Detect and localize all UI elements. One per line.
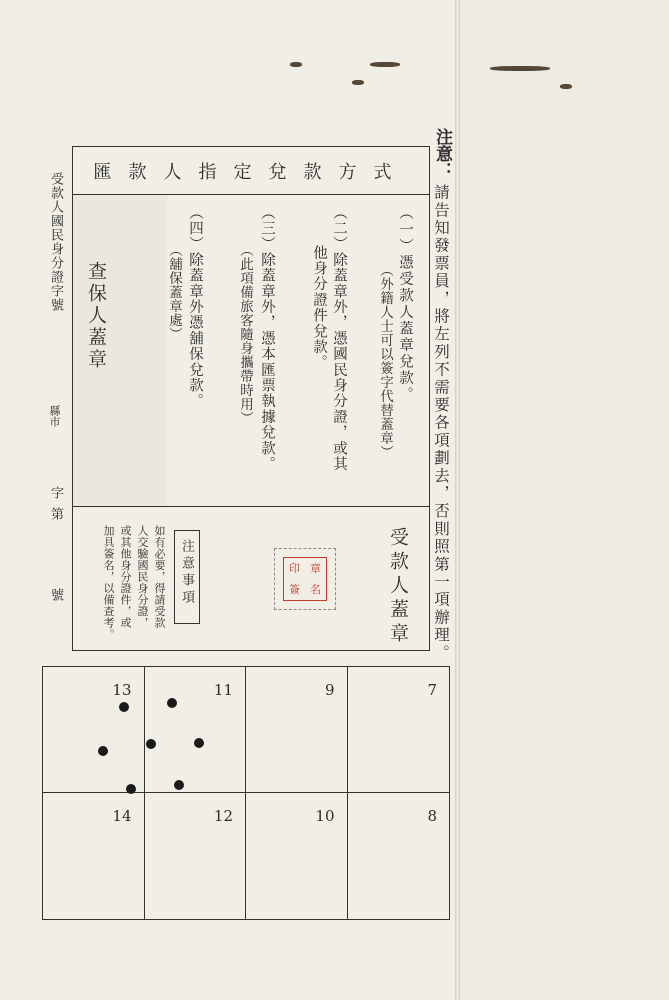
grid-cell-number: 7 [427, 681, 437, 699]
box-divider [73, 506, 429, 507]
notice-line-3: 或其他身分證件，或 [119, 525, 132, 629]
punch-hole [194, 738, 204, 748]
grid-cell [348, 793, 450, 919]
grid-cell [43, 667, 145, 793]
binder-stain [352, 80, 364, 85]
notice-text: 請告知發票員，將左列不需要各項劃去，否則照第一項辦理。 [432, 184, 450, 662]
guarantor-seal-label: 查保人蓋章 [85, 261, 107, 371]
payee-seal-label: 受款人蓋章 [387, 527, 409, 647]
number-label: 字第 [48, 486, 63, 528]
notice-line-1: 如有必要，得請受款 [153, 525, 166, 629]
punch-hole [146, 739, 156, 749]
grid-cell-number: 8 [427, 807, 437, 825]
option-3-note: （此項備旅客隨身攜帶時用） [237, 243, 253, 425]
payee-id-label: 受款人國民身分證字號 [48, 172, 63, 312]
option-2-line-1: （二）除蓋章外，憑國民身分證，或其 [331, 205, 347, 472]
grid-cell-number: 13 [112, 681, 132, 699]
option-1-note: （外籍人士可以簽字代替蓋章） [377, 263, 393, 459]
option-4-note: （舖保蓋章處） [166, 243, 182, 341]
document-stub [460, 0, 669, 1000]
binder-stain [560, 84, 572, 89]
notice-heading: 注意事項 [179, 539, 194, 607]
punch-hole [174, 780, 184, 790]
option-3: （三）除蓋章外，憑本匯票執據兌款。 [259, 205, 275, 472]
option-4: （四）除蓋章外憑舖保兌款。 [187, 205, 203, 410]
punch-hole [126, 784, 136, 794]
grid-cell [43, 793, 145, 919]
county-label: 縣市 [48, 405, 61, 427]
grid-cell [145, 667, 247, 793]
binder-stain [490, 66, 550, 71]
grid-cell-number: 10 [315, 807, 335, 825]
punch-hole [119, 702, 129, 712]
box-title: 匯款人指定兌款方式 [73, 147, 429, 195]
numbered-grid [42, 666, 450, 920]
notice-line-4: 加具簽名，以備查考。 [102, 525, 115, 640]
payee-seal-area [274, 548, 336, 610]
option-1: （一）憑受款人蓋章兌款。 [397, 205, 413, 403]
grid-cell [348, 667, 450, 793]
punch-hole [167, 698, 177, 708]
grid-cell-number: 9 [324, 681, 335, 699]
punch-hole [98, 746, 108, 756]
grid-cell-number: 11 [213, 681, 233, 699]
grid-cell-number: 12 [213, 807, 233, 825]
grid-cell [246, 793, 348, 919]
notice-line-2: 人交驗國民身分證， [136, 525, 149, 629]
grid-cell [145, 793, 247, 919]
grid-cell [246, 667, 348, 793]
binder-stain [290, 62, 302, 67]
remittance-method-box [72, 146, 430, 651]
red-seal: 印 章 簽 名 [283, 557, 327, 601]
notice-label: 注意： [432, 128, 452, 179]
binder-stain [370, 62, 400, 67]
option-2-line-2: 他身分證件兌款。 [311, 245, 327, 371]
number-suffix-label: 號 [48, 588, 63, 601]
grid-cell-number: 14 [112, 807, 132, 825]
